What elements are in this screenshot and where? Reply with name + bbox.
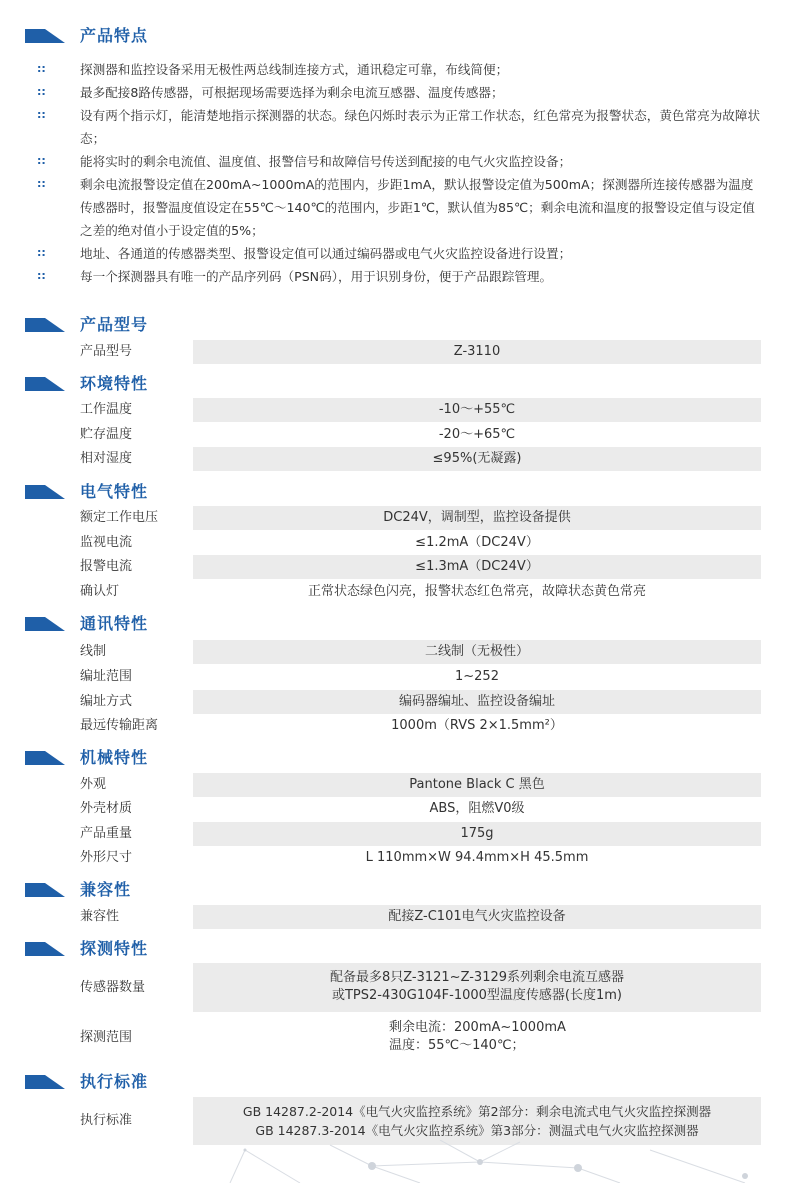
spec-label: 贮存温度 xyxy=(80,427,133,442)
section-header-model xyxy=(0,314,788,340)
bullet-icon: :: xyxy=(37,154,46,167)
spec-value: 1000m（RVS 2×1.5mm²） xyxy=(391,718,563,733)
section-header-compatibility xyxy=(0,879,788,905)
spec-row xyxy=(0,690,788,714)
spec-value: ≤1.3mA（DC24V） xyxy=(193,555,761,579)
spec-label: 外壳材质 xyxy=(80,801,133,816)
section-marker-icon xyxy=(25,318,65,332)
spec-label: 执行标准 xyxy=(80,1113,133,1128)
spec-row xyxy=(0,665,788,689)
spec-value: L 110mm×W 94.4mm×H 45.5mm xyxy=(365,850,589,865)
spec-value: -20～+65℃ xyxy=(438,427,516,442)
feature-text: 能将实时的剩余电流值、温度值、报警信号和故障信号传送到配接的电气火灾监控设备； xyxy=(80,154,572,169)
spec-value xyxy=(193,963,761,1012)
spec-label: 确认灯 xyxy=(80,584,120,599)
section-title: 通讯特性 xyxy=(80,614,149,633)
spec-row xyxy=(0,963,788,1012)
spec-label: 最远传输距离 xyxy=(80,718,159,733)
spec-row xyxy=(0,714,788,738)
spec-value-line: 剩余电流：200mA~1000mA xyxy=(389,1020,566,1035)
spec-row xyxy=(0,340,788,364)
spec-value: 175g xyxy=(193,822,761,846)
section-marker-icon xyxy=(25,883,65,897)
section-title: 环境特性 xyxy=(80,374,149,393)
spec-value: -10～+55℃ xyxy=(193,398,761,422)
spec-value: 二线制（无极性） xyxy=(193,640,761,664)
section-marker-icon xyxy=(25,942,65,956)
spec-row xyxy=(0,531,788,555)
bullet-icon: :: xyxy=(37,246,46,259)
network-pattern-decoration xyxy=(0,1140,788,1183)
spec-value: ≤1.2mA（DC24V） xyxy=(415,535,539,550)
spec-value: 正常状态绿色闪亮，报警状态红色常亮，故障状态黄色常亮 xyxy=(307,584,646,599)
section-marker-icon xyxy=(25,751,65,765)
spec-value xyxy=(193,1097,761,1145)
feature-text: 剩余电流报警设定值在200mA~1000mA的范围内，步距1mA，默认报警设定值为500mA；探测器所连接传感器为温度传感器时，报警温度值设定在55℃～140℃的范围内，步距1℃，默认值为85℃；剩余电流和温度的报警设定值与设定值之差的绝对值小于设定值的5%； xyxy=(80,177,755,238)
section-title: 兼容性 xyxy=(80,880,132,899)
spec-row xyxy=(0,506,788,530)
spec-label: 探测范围 xyxy=(80,1030,133,1045)
spec-value-line: 或TPS2-430G104F-1000型温度传感器(长度1m) xyxy=(331,988,623,1003)
spec-value-line: GB 14287.2-2014《电气火灾监控系统》第2部分：剩余电流式电气火灾监控探测器 xyxy=(242,1104,712,1119)
section-title: 执行标准 xyxy=(80,1072,149,1091)
section-title: 电气特性 xyxy=(80,482,149,501)
spec-row xyxy=(0,822,788,846)
spec-value: ABS，阻燃V0级 xyxy=(429,801,525,816)
bullet-icon: :: xyxy=(37,177,46,190)
spec-row xyxy=(0,905,788,929)
spec-row xyxy=(0,797,788,821)
section-marker-icon xyxy=(25,485,65,499)
section-header-environment xyxy=(0,373,788,399)
section-header-communication xyxy=(0,613,788,639)
section-title: 探测特性 xyxy=(80,939,149,958)
spec-value: 编码器编址、监控设备编址 xyxy=(193,690,761,714)
section-header-standards xyxy=(0,1071,788,1097)
spec-row xyxy=(0,640,788,664)
section-header-electrical xyxy=(0,481,788,507)
spec-row xyxy=(0,846,788,870)
spec-row xyxy=(0,398,788,422)
bullet-icon: :: xyxy=(37,269,46,282)
section-marker-icon xyxy=(25,29,65,43)
section-header-detection xyxy=(0,938,788,964)
spec-label: 监视电流 xyxy=(80,535,133,550)
spec-value-line: 配备最多8只Z-3121~Z-3129系列剩余电流互感器 xyxy=(329,970,625,985)
bullet-icon: :: xyxy=(37,85,46,98)
spec-label: 编址范围 xyxy=(80,669,133,684)
spec-value: Pantone Black C 黑色 xyxy=(193,773,761,797)
spec-label: 编址方式 xyxy=(80,694,133,709)
spec-value-line: 温度：55℃～140℃； xyxy=(389,1038,525,1053)
spec-value: Z-3110 xyxy=(193,340,761,364)
feature-text: 设有两个指示灯，能清楚地指示探测器的状态。绿色闪烁时表示为正常工作状态，红色常亮为报警状态，黄色常亮为故障状态； xyxy=(80,108,761,146)
spec-label: 产品重量 xyxy=(80,826,133,841)
feature-text: 探测器和监控设备采用无极性两总线制连接方式，通讯稳定可靠，布线简便； xyxy=(80,62,509,77)
spec-label: 外观 xyxy=(80,777,107,792)
feature-text: 地址、各通道的传感器类型、报警设定值可以通过编码器或电气火灾监控设备进行设置； xyxy=(80,246,572,261)
section-title: 产品型号 xyxy=(80,315,149,334)
spec-row xyxy=(0,423,788,447)
spec-label: 传感器数量 xyxy=(80,980,146,995)
spec-value: ≤95%(无凝露) xyxy=(193,447,761,471)
section-header-features xyxy=(0,25,788,51)
section-marker-icon xyxy=(25,1075,65,1089)
spec-value-line: GB 14287.3-2014《电气火灾监控系统》第3部分：测温式电气火灾监控探测器 xyxy=(255,1123,699,1138)
spec-value: 配接Z-C101电气火灾监控设备 xyxy=(193,905,761,929)
spec-label: 外形尺寸 xyxy=(80,850,133,865)
feature-text: 最多配接8路传感器，可根据现场需要选择为剩余电流互感器、温度传感器； xyxy=(80,85,504,100)
spec-label: 相对湿度 xyxy=(80,451,133,466)
spec-label: 兼容性 xyxy=(80,909,120,924)
section-marker-icon xyxy=(25,377,65,391)
spec-value: 1~252 xyxy=(455,669,499,684)
bullet-icon: :: xyxy=(37,108,46,121)
section-title: 机械特性 xyxy=(80,748,149,767)
spec-row xyxy=(0,1013,788,1062)
spec-row xyxy=(0,1097,788,1145)
spec-row xyxy=(0,447,788,471)
spec-label: 线制 xyxy=(80,644,107,659)
bullet-icon: :: xyxy=(37,62,46,75)
section-title: 产品特点 xyxy=(80,26,149,45)
feature-text: 每一个探测器具有唯一的产品序列码（PSN码），用于识别身份，便于产品跟踪管理。 xyxy=(80,269,553,284)
spec-label: 报警电流 xyxy=(80,559,133,574)
spec-row xyxy=(0,773,788,797)
spec-label: 额定工作电压 xyxy=(80,510,159,525)
spec-value xyxy=(193,1013,761,1062)
spec-row xyxy=(0,555,788,579)
spec-label: 产品型号 xyxy=(80,344,133,359)
section-header-mechanical xyxy=(0,747,788,773)
spec-row xyxy=(0,580,788,604)
spec-value: DC24V，调制型，监控设备提供 xyxy=(193,506,761,530)
spec-label: 工作温度 xyxy=(80,402,133,417)
section-marker-icon xyxy=(25,617,65,631)
